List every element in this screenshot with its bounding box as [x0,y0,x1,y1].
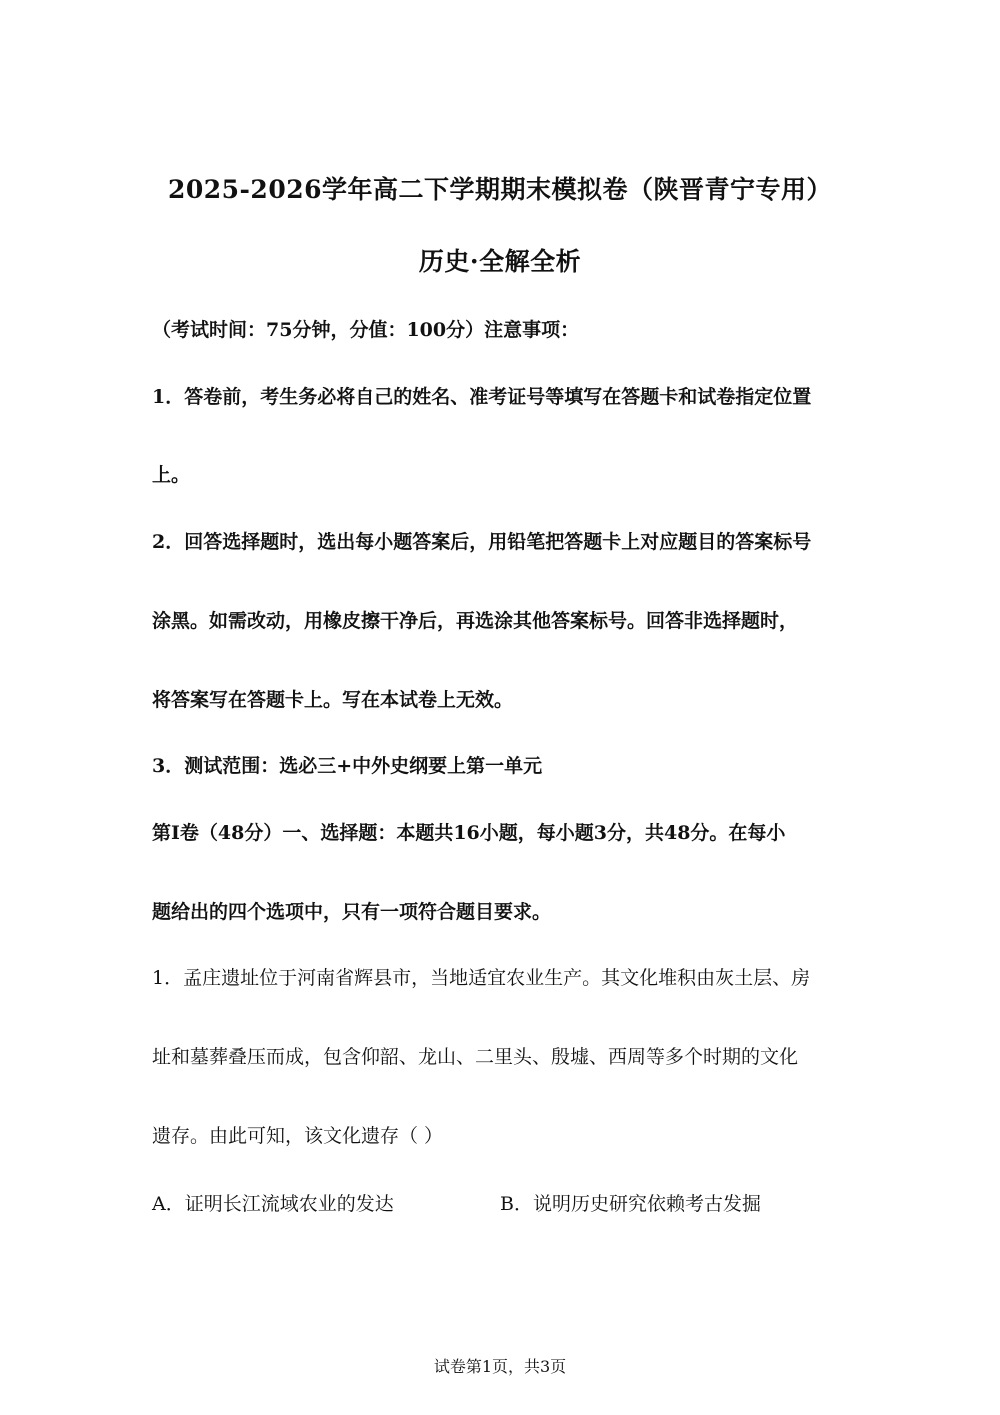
section-header-line: 第Ⅰ卷（48分）一、选择题：本题共16小题，每小题3分，共48分。在每小 [152,822,786,844]
question-text-line: 遗存。由此可知，该文化遗存（ ） [152,1125,444,1147]
instruction-line: 1．答卷前，考生务必将自己的姓名、准考证号等填写在答题卡和试卷指定位置 [152,386,812,408]
instruction-line: 将答案写在答题卡上。写在本试卷上无效。 [152,689,514,711]
exam-info: （考试时间：75分钟，分值：100分）注意事项： [152,319,580,341]
section-header-line: 题给出的四个选项中，只有一项符合题目要求。 [152,901,552,923]
option-b: B．说明历史研究依赖考古发掘 [500,1193,761,1215]
instruction-line: 2．回答选择题时，选出每小题答案后，用铅笔把答题卡上对应题目的答案标号 [152,531,812,553]
instruction-line: 上。 [152,464,191,486]
instruction-line: 涂黑。如需改动，用橡皮擦干净后，再选涂其他答案标号。回答非选择题时， [152,610,799,632]
option-a: A．证明长江流域农业的发达 [152,1193,394,1215]
page-footer: 试卷第1页，共3页 [433,1357,567,1376]
exam-title: 2025-2026学年高二下学期期末模拟卷（陕晋青宁专用） [167,175,833,204]
question-text-line: 址和墓葬叠压而成，包含仰韶、龙山、二里头、殷墟、西周等多个时期的文化 [152,1046,799,1068]
instruction-line: 3．测试范围：选必三+中外史纲要上第一单元 [152,755,543,777]
exam-subtitle: 历史·全解全析 [418,247,582,276]
question-text-line: 1．孟庄遗址位于河南省辉县市，当地适宜农业生产。其文化堆积由灰土层、房 [152,967,811,989]
